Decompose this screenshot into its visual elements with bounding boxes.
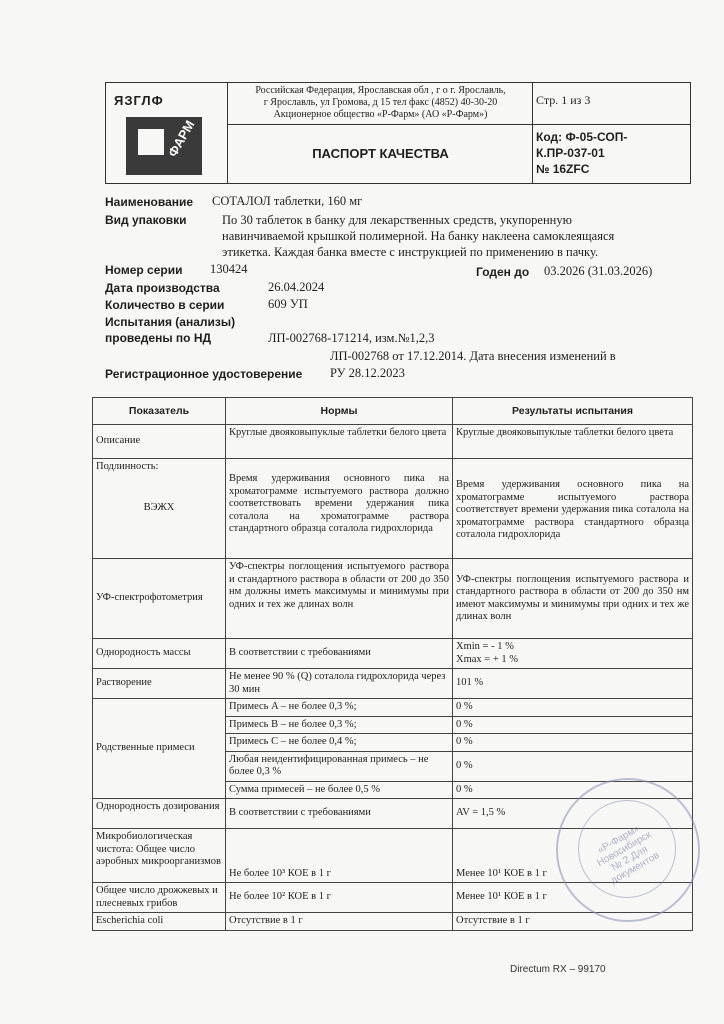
table-row [93, 639, 693, 669]
col-header-norms: Нормы [226, 398, 453, 425]
reg-value-line-1: ЛП-002768 от 17.12.2014. Дата внесения изменений в [330, 349, 616, 363]
row-name: УФ-спектрофотометрия [93, 559, 226, 639]
company-logo-text: ЯЗГЛФ [114, 93, 164, 108]
pack-value: По 30 таблеток в банку для лекарственных средств, укупоренную навинчиваемой крышкой полимерной. На банку наклеена самоклеящаяся этикетка. Каждая банка вместе с инструкцией по применению в пачку. [222, 213, 615, 259]
stamp-text: «Р-Фарм» Новосибирск № 2 Для документов [595, 823, 662, 887]
valid-label: Годен до [476, 265, 530, 279]
pack-label: Вид упаковки [105, 213, 187, 227]
company-logo [124, 115, 204, 177]
row-result: Круглые двояковыпуклые таблетки белого цвета [453, 425, 693, 459]
row-name: Однородность массы [93, 639, 226, 669]
row-norm: В соответствии с требованиями [226, 639, 453, 669]
row-norm: Примесь A – не более 0,3 %; [226, 699, 453, 717]
qty-label: Количество в серии [105, 298, 225, 312]
col-header-indicator: Показатель [93, 398, 226, 425]
test-label-1: Испытания (анализы) [105, 315, 236, 329]
table-row [93, 699, 693, 717]
page-number: Стр. 1 из 3 [536, 93, 591, 107]
table-row [93, 669, 693, 699]
row-norm: Не более 10² КОЕ в 1 г [226, 883, 453, 913]
company-address: Российская Федерация, Ярославская обл , г о г. Ярославль, г Ярославль, ул Громова, д 15 тел факс (4852) 40-30-20 Акционерное общество «Р-Фарм» (АО «Р-Фарм») [255, 85, 506, 120]
test-label-2: проведены по НД [105, 331, 212, 345]
header-box [105, 82, 691, 184]
row-norm: Круглые двояковыпуклые таблетки белого цвета [226, 425, 453, 459]
logo-badge-text: ФАРМ [164, 117, 198, 160]
qty-value: 609 УП [268, 297, 308, 311]
valid-value: 03.2026 (31.03.2026) [544, 264, 653, 278]
auth-label: Подлинность: [96, 461, 159, 472]
name-value: СОТАЛОЛ таблетки, 160 мг [212, 194, 363, 208]
table-header-row [93, 398, 693, 425]
row-result: Отсутствие в 1 г [453, 913, 693, 931]
row-name: Общее число дрожжевых и плесневых грибов [93, 883, 226, 913]
row-name: Описание [93, 425, 226, 459]
prod-value: 26.04.2024 [268, 280, 325, 294]
row-result: Xmin = - 1 % Xmax = + 1 % [453, 639, 693, 669]
row-norm: Примесь C – не более 0,4 %; [226, 734, 453, 752]
series-label: Номер серии [105, 263, 183, 277]
row-name: Растворение [93, 669, 226, 699]
table-row [93, 425, 693, 459]
name-label: Наименование [105, 195, 194, 209]
document-code: Код: Ф-05-СОП- К.ПР-037-01 № 16ZFC [536, 130, 628, 176]
row-norm: Время удерживания основного пика на хроматограмме испытуемого раствора должно соответствовать времени удержания пика соталола на хроматограмме раствора стандартного образца соталола гидрохлорида [226, 459, 453, 559]
row-result: 0 % [453, 734, 693, 752]
row-result: 0 % [453, 716, 693, 734]
row-norm: Не менее 90 % (Q) соталола гидрохлорида через 30 мин [226, 669, 453, 699]
row-result: УФ-спектры поглощения испытуемого раствора и стандартного раствора в области от 200 до 350 нм имеют максимумы и минимумы при одних и тех же длинах волн [453, 559, 693, 639]
company-stamp [556, 778, 700, 922]
row-result: Менее 10¹ КОЕ в 1 г [453, 883, 693, 913]
col-header-results: Результаты испытания [453, 398, 693, 425]
row-result: Менее 10¹ КОЕ в 1 г [453, 829, 693, 883]
row-norm: В соответствии с требованиями [226, 799, 453, 829]
row-name: Микробиологическая чистота: Общее число аэробных микроорганизмов [93, 829, 226, 883]
row-norm: Любая неидентифицированная примесь – не более 0,3 % [226, 751, 453, 781]
row-norm: Не более 10³ КОЕ в 1 г [226, 829, 453, 883]
reg-value-line-2: РУ 28.12.2023 [330, 366, 405, 380]
row-name: Родственные примеси [93, 699, 226, 799]
row-norm: Отсутствие в 1 г [226, 913, 453, 931]
row-result: 0 % [453, 699, 693, 717]
table-row [93, 459, 693, 559]
footer-docflow-id: Directum RX – 99170 [510, 964, 606, 975]
row-norm: Сумма примесей – не более 0,5 % [226, 781, 453, 799]
row-result: 101 % [453, 669, 693, 699]
row-norm: Примесь B – не более 0,3 %; [226, 716, 453, 734]
row-name [93, 459, 226, 559]
table-row [93, 559, 693, 639]
row-norm: УФ-спектры поглощения испытуемого раствора и стандартного раствора в области от 200 до 350 нм должны иметь максимумы и минимумы при одних и тех же длинах волн [226, 559, 453, 639]
test-value: ЛП-002768-171214, изм.№1,2,3 [268, 331, 435, 345]
row-name: Escherichia coli [93, 913, 226, 931]
row-result: Время удерживания основного пика на хроматограмме испытуемого раствора соответствует времени удержания пика соталола на хроматограмме раствора стандартного образца соталола гидрохлорида [453, 459, 693, 559]
row-name: Однородность дозирования [93, 799, 226, 829]
row-result: 0 % [453, 751, 693, 781]
document-title: ПАСПОРТ КАЧЕСТВА [312, 146, 449, 161]
row-result: AV = 1,5 % [453, 799, 693, 829]
prod-label: Дата производства [105, 281, 220, 295]
series-value: 130424 [210, 262, 248, 276]
reg-label: Регистрационное удостоверение [105, 367, 303, 381]
row-result: 0 % [453, 781, 693, 799]
hplc-label: ВЭЖХ [143, 501, 175, 513]
